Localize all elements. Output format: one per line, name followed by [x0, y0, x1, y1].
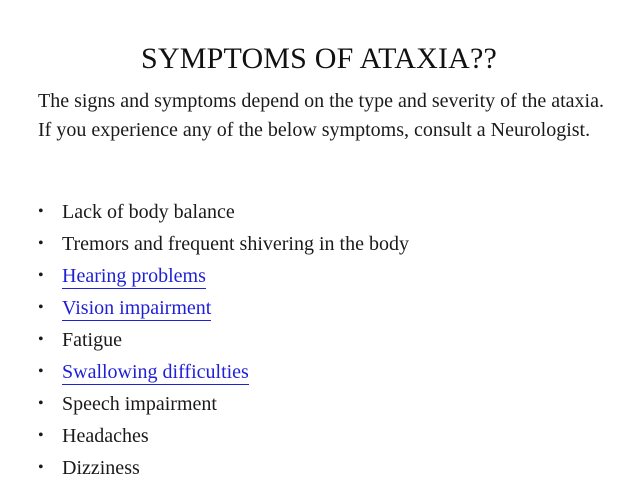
bullet-icon: • — [38, 203, 44, 220]
symptom-list — [38, 196, 409, 478]
list-item — [38, 260, 409, 292]
symptom-text: Tremors and frequent shivering in the body — [62, 233, 409, 255]
slide-title: SYMPTOMS OF ATAXIA?? — [140, 42, 498, 75]
list-item — [38, 324, 409, 356]
hearing-problems-link[interactable]: Hearing problems — [62, 265, 206, 287]
bullet-icon: • — [38, 459, 44, 476]
bullet-icon: • — [38, 267, 44, 284]
bullet-icon: • — [38, 299, 44, 316]
symptom-text: Speech impairment — [62, 393, 217, 415]
symptom-text: Headaches — [62, 425, 149, 447]
vision-impairment-link[interactable]: Vision impairment — [62, 297, 212, 319]
list-item — [38, 292, 409, 324]
bullet-icon: • — [38, 395, 44, 412]
list-item — [38, 356, 409, 388]
swallowing-difficulties-link[interactable]: Swallowing difficulties — [62, 361, 249, 383]
bullet-icon: • — [38, 363, 44, 380]
list-item — [38, 420, 409, 452]
bullet-icon: • — [38, 427, 44, 444]
bullet-icon: • — [38, 331, 44, 348]
bullet-icon: • — [38, 235, 44, 252]
symptom-text: Dizziness — [62, 457, 140, 478]
list-item — [38, 452, 409, 478]
list-item — [38, 196, 409, 228]
list-item — [38, 228, 409, 260]
symptom-text: Lack of body balance — [62, 201, 235, 223]
intro-paragraph: The signs and symptoms depend on the type and severity of the ataxia. If you experience any of the below symptoms, consult a Neurologist. — [38, 90, 604, 141]
symptom-text: Fatigue — [62, 329, 122, 351]
list-item — [38, 388, 409, 420]
